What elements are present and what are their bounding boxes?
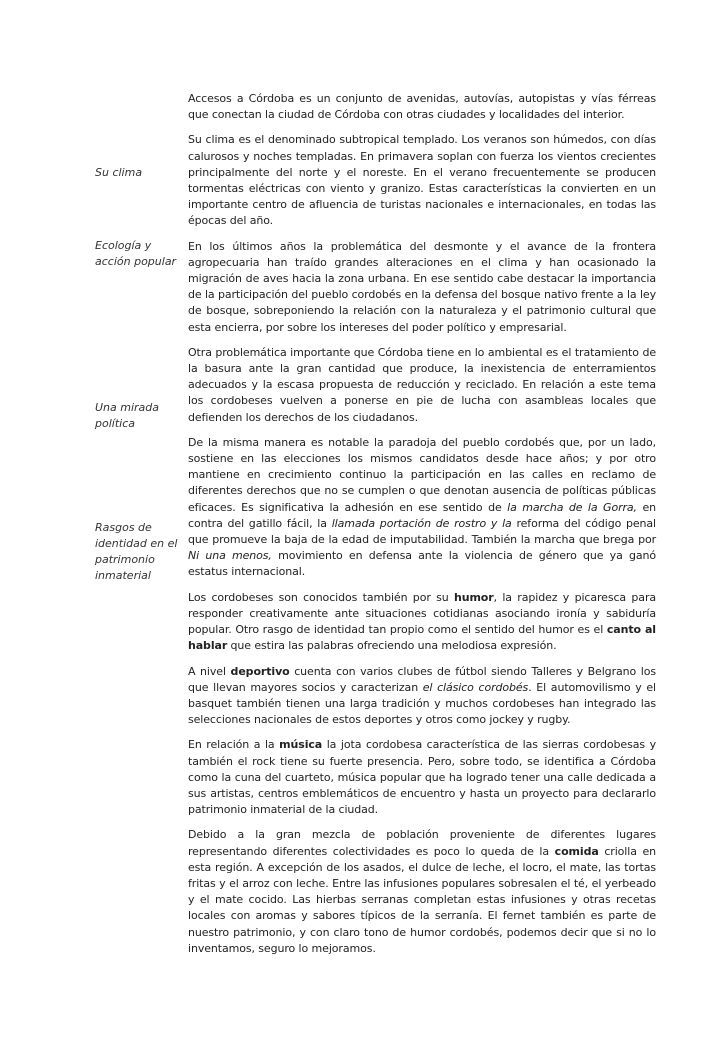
side-label-clima: Su clima	[95, 166, 143, 179]
text-run: criolla en esta región. A excepción de los asados, el dulce de leche, el locro, el mate, las tortas fritas y el arroz con leche. Entre las infusiones populares sobresalen el té, el yerbeado y el mate cocido. Las hierbas serranas completan estas infusiones y otras recetas locales con aromas y sabores típicos de la serranía. El fernet también es parte de nuestro patrimonio, y con claro tono de humor cordobés, podemos decir que si no lo inventamos, seguro lo mejoramos.	[188, 844, 657, 955]
text-run: En los últimos años la problemática del desmonte y el avance de la frontera agropecuaria han traído grandes alteraciones en el clima y han ocasionado la migración de aves hacia la zona urbana. En ese sentido cabe destacar la importancia de la participación del pueblo cordobés en la defensa del bosque nativo frente a la ley de bosque, sobreponiendo la relación con la naturaleza y el patrimonio cultural que esta encierra, por sobre los intereses del poder político y empresarial.	[188, 239, 656, 334]
paragraph-comida	[188, 827, 656, 957]
text-run: reforma del código penal que promueve la baja de la edad de imputabilidad. También la marcha que brega por	[188, 516, 657, 547]
text-run: movimiento en defensa ante la violencia de género que ya ganó estatus internacional.	[188, 549, 657, 579]
text-run: Otra problemática importante que Córdoba tiene en lo ambiental es el tratamiento de la basura ante la gran cantidad que produce, la inexistencia de enterramientos adecuados y la escasa propuesta de reducción y reciclado. En relación a este tema los cordobeses vuelven a ponerse en pie de lucha con asambleas locales que defienden los derechos de los ciudadanos.	[188, 345, 656, 424]
text-run: Accesos a Córdoba es un conjunto de avenidas, autovías, autopistas y vías férreas que conectan la ciudad de Córdoba con otras ciudades y localidades del interior.	[188, 92, 656, 122]
bold-term: humor	[453, 590, 494, 604]
text-run: En relación a la	[188, 738, 280, 752]
text-run: . El automovilismo y el basquet también tienen una larga tradición y muchos cordobeses han integrado las selecciones nacionales de estos deportes y otros como jockey y rugby.	[188, 680, 656, 727]
bold-term: deportivo	[230, 664, 290, 678]
paragraph-accesos	[188, 91, 656, 123]
italic-term: el clásico cordobés	[422, 680, 529, 694]
side-label-rasgos: Rasgos de identidad en el patrimonio inmaterial	[95, 521, 178, 582]
text-run: A nivel	[188, 664, 231, 678]
text-run: De la misma manera es notable la paradoja del pueblo cordobés que, por un lado, sostiene en las elecciones los mismos candidatos desde hace años; y por otro mantiene en crecimiento continuo la participación en las calles en reclamo de diferentes derechos que no se cumplen o que denotan ausencia de políticas públicas eficaces. Es significativa la adhesión en ese sentido de	[188, 435, 656, 514]
body-column	[188, 91, 656, 966]
paragraph-basura	[188, 345, 656, 426]
paragraph-clima	[188, 132, 656, 229]
bold-term: canto al hablar	[188, 623, 656, 653]
italic-term: Ni una menos,	[188, 549, 272, 563]
paragraph-ecologia	[188, 239, 656, 336]
paragraph-politica	[188, 435, 656, 581]
italic-term: llamada portación de rostro y la	[331, 516, 512, 530]
text-run: que estira las palabras ofreciendo una melodiosa expresión.	[227, 639, 557, 653]
text-run: la jota cordobesa característica de las sierras cordobesas y también el rock tiene su fuerte presencia. Pero, sobre todo, se identifica a Córdoba como la cuna del cuarteto, música popular que ha logrado tener una calle dedicada a sus artistas, centros emblemáticos de encuentro y hasta un proyecto para declararlo patrimonio inmaterial de la ciudad.	[188, 738, 656, 817]
paragraph-deportes	[188, 664, 656, 729]
paragraph-humor	[188, 590, 656, 655]
text-run: Debido a la gran mezcla de población proveniente de diferentes lugares representando diferentes colectividades es poco lo queda de la	[188, 828, 656, 858]
text-run: cuenta con varios clubes de fútbol siendo Talleres y Belgrano los que llevan mayores socios y caracterizan	[188, 664, 656, 694]
bold-term: comida	[554, 844, 599, 858]
paragraph-musica	[188, 737, 656, 818]
side-label-ecologia: Ecología y acción popular	[95, 239, 177, 268]
text-run: Los cordobeses son conocidos también por su	[188, 590, 454, 604]
text-run: Su clima es el denominado subtropical templado. Los veranos son húmedos, con días calurosos y noches templadas. En primavera soplan con fuerza los vientos crecientes principalmente del norte y el noreste. En el verano frecuentemente se producen tormentas eléctricas con viento y granizo. Estas características la convierten en un importante centro de afluencia de turistas nacionales e internacionales, en todas las épocas del año.	[188, 133, 656, 228]
text-run: en contra del gatillo fácil, la	[188, 500, 657, 530]
text-run: , la rapidez y picaresca para responder creativamente ante situaciones cotidianas asociando ironía y sabiduría popular. Otro rasgo de identidad tan propio como el sentido del humor es el	[188, 590, 657, 637]
italic-term: la marcha de la Gorra,	[507, 500, 637, 514]
bold-term: música	[279, 738, 323, 752]
side-label-politica: Una mirada política	[95, 401, 160, 430]
